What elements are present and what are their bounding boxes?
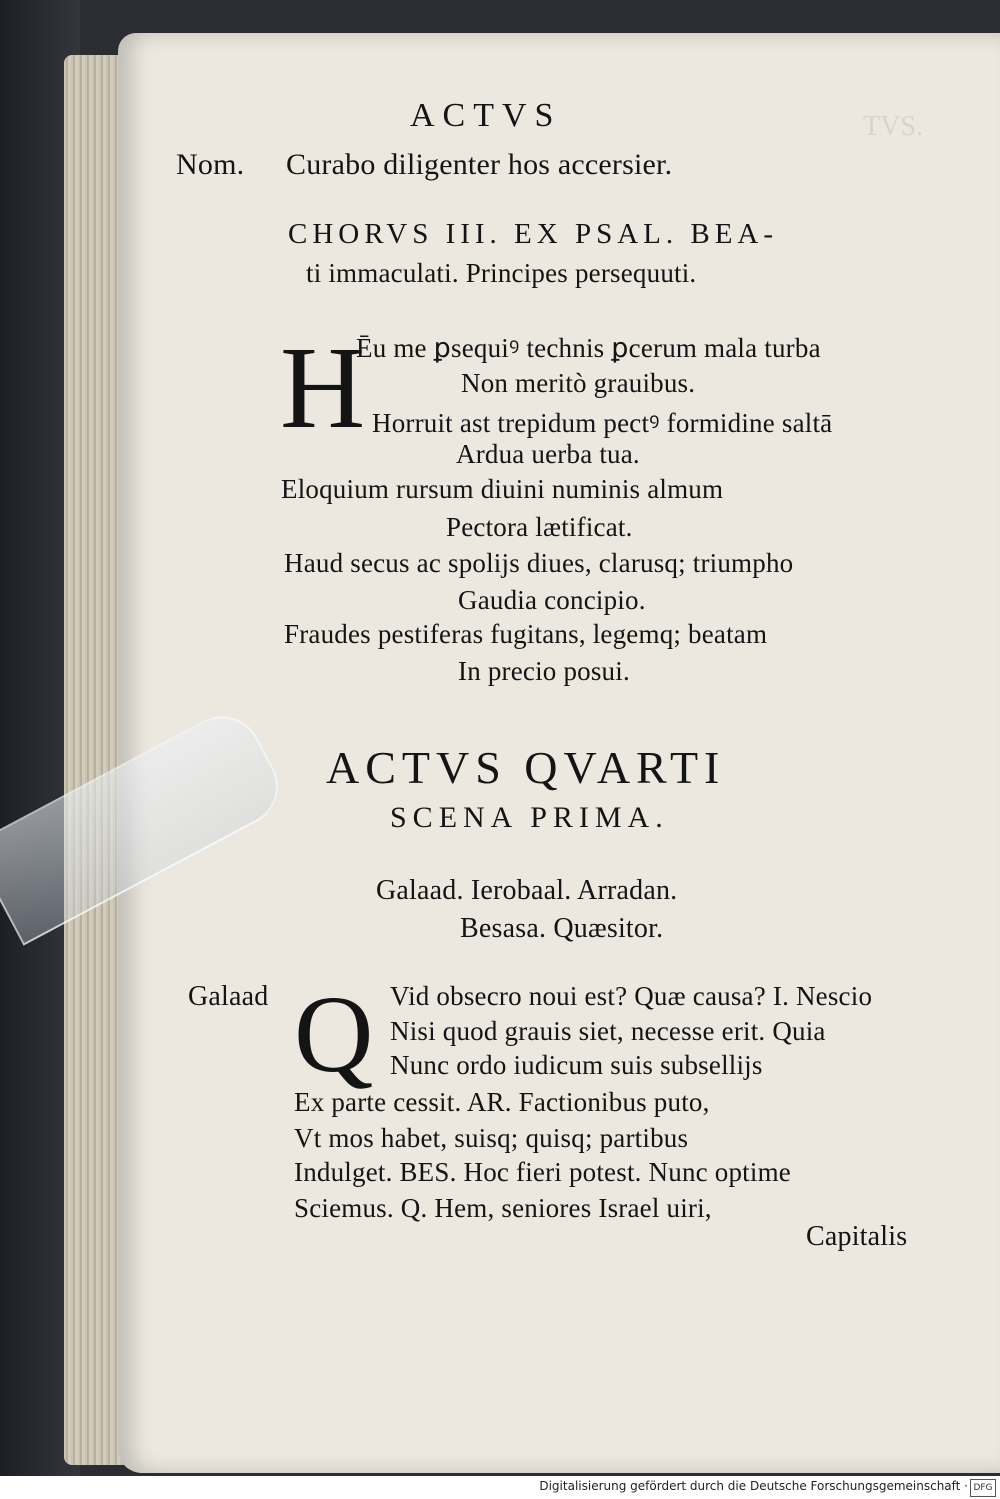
- dfg-logo-icon: DFG: [970, 1479, 996, 1497]
- verse-line: Horruit ast trepidum pectꝰ formidine saltā: [372, 408, 833, 438]
- chorus-subheading: ti immaculati. Principes persequuti.: [306, 258, 697, 288]
- dialogue-line: Vid obsecro noui est? Quæ causa? I. Nescio: [390, 981, 873, 1011]
- dialogue-line: Indulget. BES. Hoc fieri potest. Nunc optime: [294, 1157, 791, 1187]
- dialogue-line: Sciemus. Q. Hem, seniores Israel uiri,: [294, 1193, 712, 1223]
- personae-line: Galaad. Ierobaal. Arradan.: [376, 875, 678, 906]
- verse-line: In precio posui.: [458, 656, 630, 686]
- verse-line: Ardua uerba tua.: [456, 439, 640, 469]
- verse-line: Gaudia concipio.: [458, 585, 646, 615]
- personae-line: Besasa. Quæsitor.: [460, 913, 664, 944]
- scene-heading: SCENA PRIMA.: [390, 801, 669, 834]
- chorus-heading: CHORVS III. EX PSAL. BEA-: [288, 218, 779, 250]
- act-heading: ACTVS QVARTI: [326, 742, 726, 793]
- drop-cap-h: H: [280, 322, 366, 453]
- dialogue-line: Ex parte cessit. AR. Factionibus puto,: [294, 1087, 710, 1117]
- verse-line: Pectora lætificat.: [446, 512, 633, 542]
- bleed-through-text: TVS.: [863, 111, 923, 142]
- nom-line: Curabo diligenter hos accersier.: [286, 148, 673, 181]
- verse-line: Haud secus ac spolijs diues, clarusq; triumpho: [284, 548, 794, 578]
- dialogue-line: Nisi quod grauis siet, necesse erit. Quia: [390, 1016, 826, 1046]
- speaker-galaad: Galaad: [188, 981, 269, 1012]
- catchword: Capitalis: [806, 1221, 908, 1252]
- dialogue-line: Vt mos habet, suisq; quisq; partibus: [294, 1123, 689, 1153]
- drop-cap-q: Q: [294, 973, 374, 1095]
- verse-line: Ēu me ꝑsequiꝰ technis ꝑcerum mala turba: [356, 333, 821, 363]
- running-head: ACTVS: [410, 97, 562, 134]
- dialogue-line: Nunc ordo iudicum suis subsellijs: [390, 1050, 763, 1080]
- funding-credit: Digitalisierung gefördert durch die Deutsche Forschungsgemeinschaft ·: [539, 1479, 968, 1493]
- verse-line: Non meritò grauibus.: [461, 368, 696, 398]
- verse-line: Eloquium rursum diuini numinis almum: [281, 474, 724, 504]
- speaker-nom: Nom.: [176, 148, 245, 181]
- verse-line: Fraudes pestiferas fugitans, legemq; beatam: [284, 619, 768, 649]
- footer-bar: [0, 1476, 1000, 1499]
